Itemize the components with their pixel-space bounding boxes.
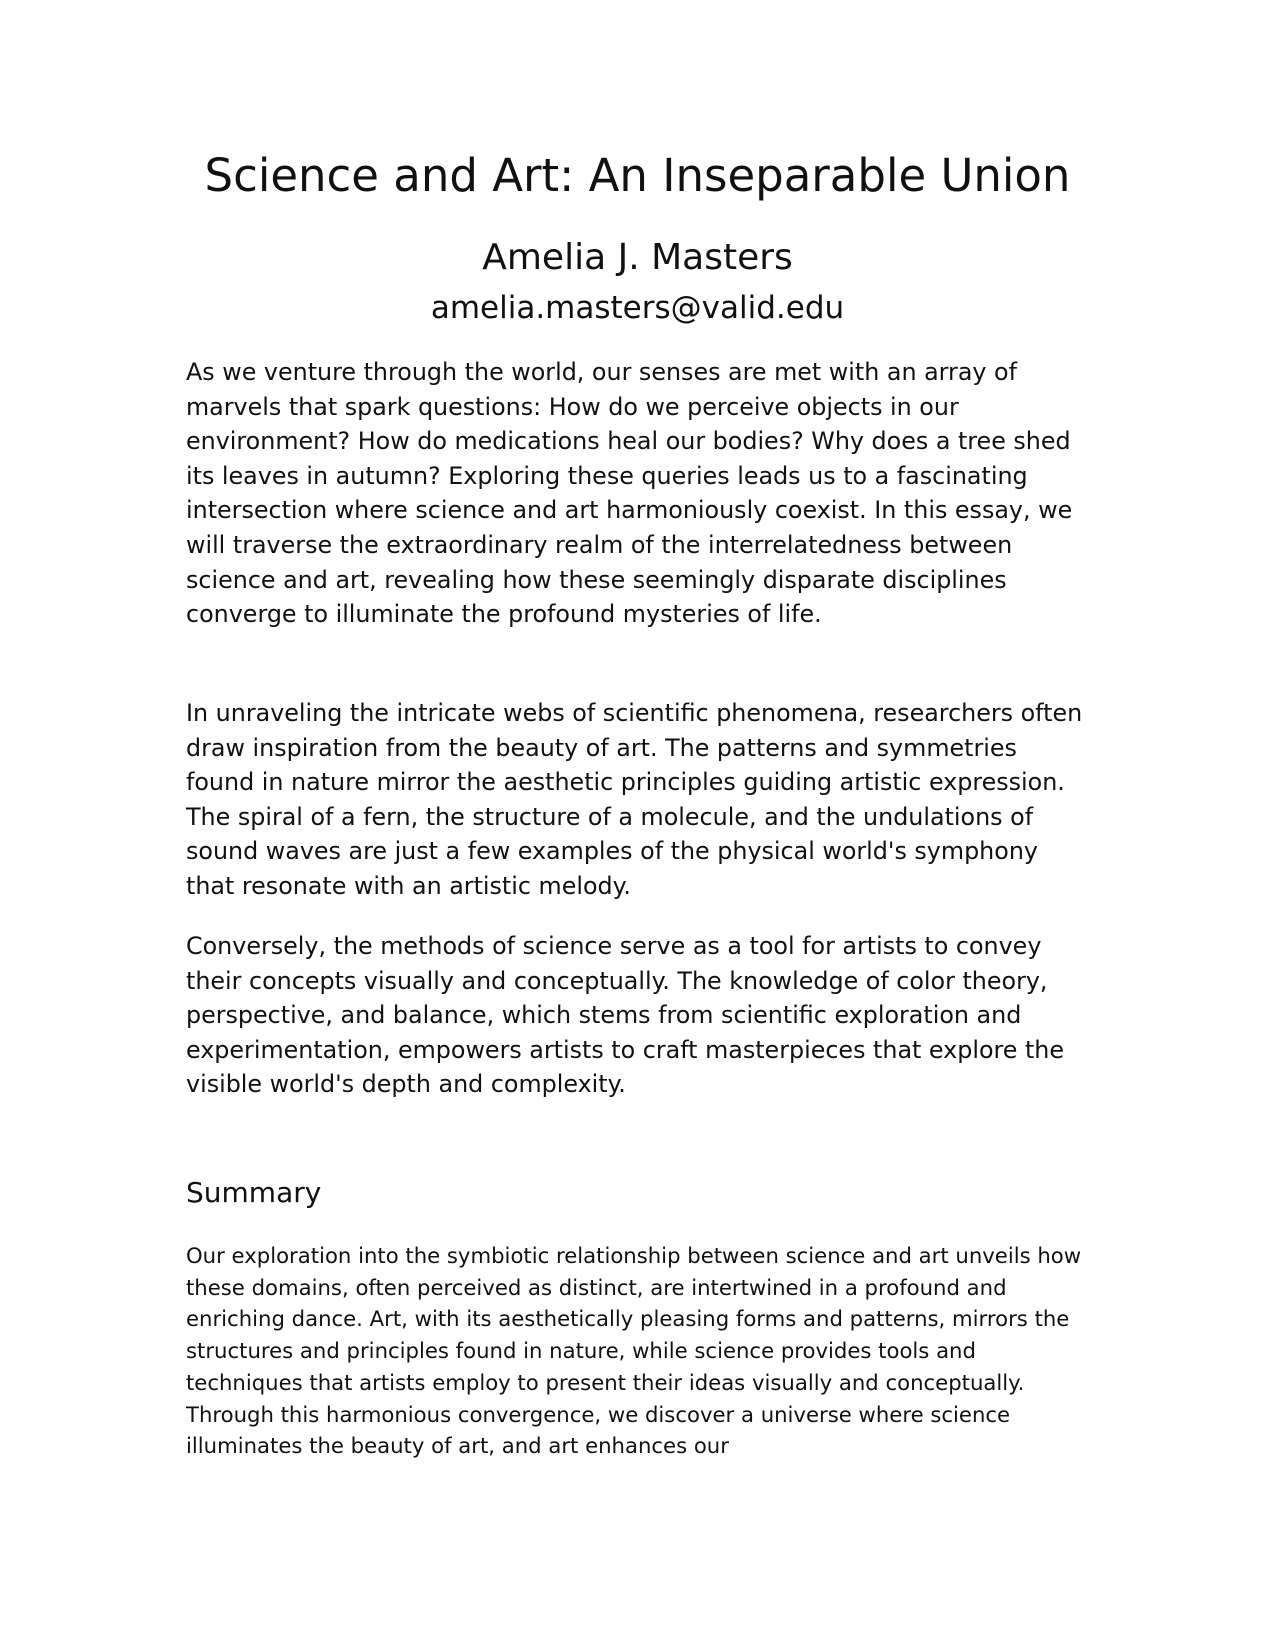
document-title: Science and Art: An Inseparable Union	[204, 149, 1071, 202]
body-paragraph: In unraveling the intricate webs of scientific phenomena, researchers often draw inspiration from the beauty of art. The patterns and symmetries found in nature mirror the aesthetic principles guiding artistic expression. The spiral of a fern, the structure of a molecule, and the undulations of sound waves are just a few examples of the physical world's symphony that resonate with an artistic melody.	[186, 699, 1083, 900]
author-email: amelia.masters@valid.edu	[430, 290, 845, 326]
body-paragraph: As we venture through the world, our senses are met with an array of marvels that spark questions: How do we perceive objects in our environment? How do medications heal our bodies? Why does a tree shed its leaves in autumn? Exploring these queries leads us to a fascinating intersection where science and art harmoniously coexist. In this essay, we will traverse the extraordinary realm of the interrelatedness between science and art, revealing how these seemingly disparate disciplines converge to illuminate the profound mysteries of life.	[186, 358, 1073, 629]
body-paragraph: Conversely, the methods of science serve as a tool for artists to convey their concepts visually and conceptually. The knowledge of color theory, perspective, and balance, which stems from scientific exploration and experimentation, empowers artists to craft masterpieces that explore the visible world's depth and complexity.	[186, 932, 1065, 1099]
author-name: Amelia J. Masters	[482, 237, 793, 278]
summary-paragraph: Our exploration into the symbiotic relationship between science and art unveils how these domains, often perceived as distinct, are intertwined in a profound and enriching dance. Art, with its aesthetically pleasing forms and patterns, mirrors the structures and principles found in nature, while science provides tools and techniques that artists employ to present their ideas visually and conceptually. Through this harmonious convergence, we discover a universe where science illuminates the beauty of art, and art enhances our	[186, 1243, 1082, 1459]
summary-heading: Summary	[186, 1176, 322, 1209]
